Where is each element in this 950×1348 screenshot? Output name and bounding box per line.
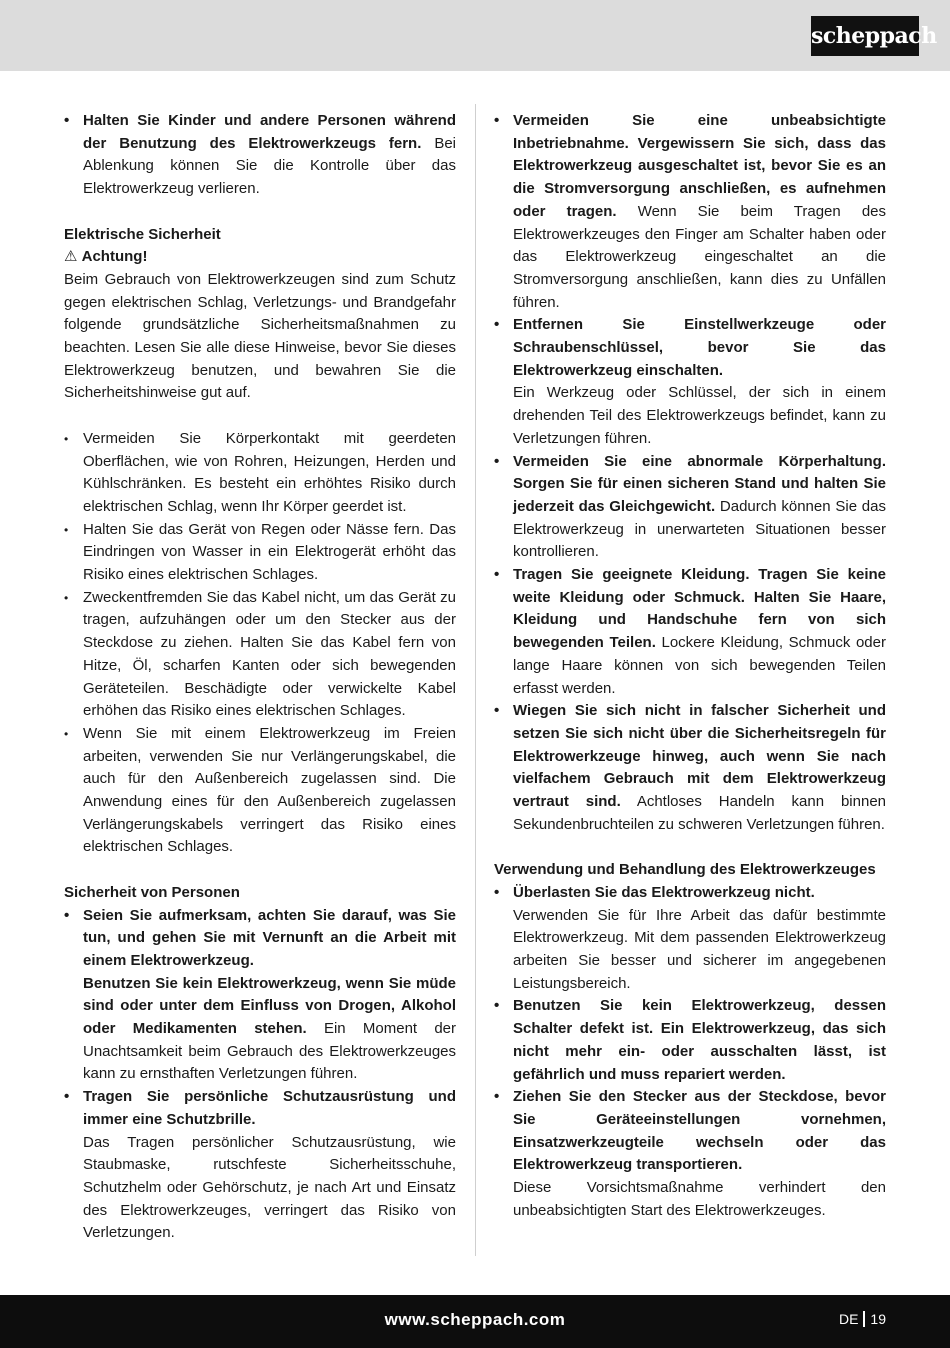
page-number-value: 19 (870, 1311, 886, 1327)
list-item (494, 564, 886, 700)
list-item (494, 700, 886, 836)
list-item (494, 451, 886, 565)
item-text: Achtloses Handeln kann binnen Sekundenbruchteilen zu schweren Verletzungen führen. (513, 793, 886, 833)
column-divider (475, 104, 476, 1256)
item-bold-text: Entfernen Sie Einstellwerkzeuge oder Schraubenschlüssel, bevor Sie das Elektrowerkzeug einschalten. (513, 316, 886, 379)
list-item: • Zweckentfremden Sie das Kabel nicht, um das Gerät zu tragen, aufzuhängen oder um den Stecker aus der Steckdose zu ziehen. Halten Sie das Kabel fern von Hitze, Öl, scharfen Kanten oder sich bewegenden Geräteteilen. Beschädigte oder verwickelte Kabel erhöhen das Risiko eines elektrischen Schlages. (64, 587, 456, 723)
item-bold-text: Wiegen Sie sich nicht in falscher Sicherheit und setzen Sie sich nicht über die Sicherheitsregeln für Elektrowerkzeuge hinweg, auch wenn Sie nach vielfachem Gebrauch mit dem Elektrowerkzeug vertraut sind. (513, 702, 886, 811)
item-bold-text: Tragen Sie persönliche Schutzausrüstung und immer eine Schutzbrille. (83, 1088, 456, 1128)
list-item (494, 995, 886, 1086)
section-heading-electrical: Elektrische Sicherheit (64, 225, 221, 243)
item-text: Das Tragen persönlicher Schutzausrüstung, wie Staubmaske, rutschfeste Sicherheitsschuhe, Schutzhelm oder Gehörschutz, je nach Art und Einsatz des Elektrowerkzeuges, verringert das Risiko von Verletzungen. (83, 1133, 456, 1242)
item-text: Dadurch können Sie das Elektrowerkzeug in unerwarteten Situationen besser kontrollieren. (513, 497, 886, 561)
electrical-intro: Beim Gebrauch von Elektrowerkzeugen sind zum Schutz gegen elektrischen Schlag, Verletzungs- und Brandgefahr folgende grundsätzliche Sicherheitsmaßnahmen zu beachten. Lesen Sie alle diese Hinweise, bevor Sie dieses Elektrowerkzeug benutzen, und bewahren Sie die Sicherheitshinweise gut auf. (64, 270, 456, 402)
warning-line (64, 246, 456, 269)
page-footer (0, 1295, 950, 1348)
item-text: Ein Werkzeug oder Schlüssel, der sich in einem drehenden Teil des Elektrowerkzeugs befindet, kann zu Verletzungen führen. (513, 384, 886, 447)
left-column (64, 110, 456, 1245)
item-text: Wenn Sie beim Tragen des Elektrowerkzeuges den Finger am Schalter haben oder das Elektrowerkzeug eingeschaltet an die Stromversorgung anschließen, kann dies zu Unfällen führen. (513, 202, 887, 311)
list-item (64, 1086, 456, 1245)
item-text: Bei Ablenkung können Sie die Kontrolle über das Elektrowerkzeug verlieren. (83, 134, 456, 198)
list-item (494, 110, 886, 314)
list-item (494, 1086, 886, 1222)
item-bold-text: Überlasten Sie das Elektrowerkzeug nicht. (513, 883, 815, 901)
section-heading-persons: Sicherheit von Personen (64, 883, 240, 901)
scheppach-logo: scheppach (811, 16, 919, 56)
item-bold-text: Tragen Sie geeignete Kleidung. Tragen Sie keine weite Kleidung oder Schmuck. Halten Sie Haare, Kleidung und Handschuhe fern von sich bewegenden Teilen. (513, 566, 886, 652)
item-text: Lockere Kleidung, Schmuck oder lange Haare können von sich bewegenden Teilen erfasst werden. (513, 634, 886, 697)
item-bold-text: Vermeiden Sie eine unbeabsichtigte Inbetriebnahme. Vergewissern Sie sich, dass das Elektrowerkzeug ausgeschaltet ist, bevor Sie es an die Stromversorgung anschließen, es aufnehmen oder tragen. (513, 112, 886, 220)
persons-list (64, 905, 456, 1246)
item-text: Ein Moment der Unachtsamkeit beim Gebrauch des Elektrowerkzeuges kann zu ernsthaften Verletzungen führen. (83, 1020, 456, 1083)
website-link[interactable]: www.scheppach.com (384, 1310, 566, 1329)
separator (863, 1311, 865, 1327)
list-item: • Halten Sie das Gerät von Regen oder Nässe fern. Das Eindringen von Wasser in ein Elektrogerät erhöht das Risiko eines elektrischen Schlages. (64, 519, 456, 587)
list-item: • Wenn Sie mit einem Elektrowerkzeug im Freien arbeiten, verwenden Sie nur Verlängerungskabel, die auch für den Außenbereich zugelassen sind. Die Anwendung eines für den Außenbereich zugelassen Verlängerungskabels verringert das Risiko eines elektrischen Schlages. (64, 723, 456, 859)
item-bold-text: Halten Sie Kinder und andere Personen während der Benutzung des Elektrowerkzeugs fern. (83, 112, 456, 152)
list-item (64, 905, 456, 1087)
language-code: DE (838, 1311, 859, 1327)
list-item (64, 110, 456, 201)
right-column (494, 110, 886, 1222)
item-bold-text: Benutzen Sie kein Elektrowerkzeug, wenn Sie müde sind oder unter dem Einfluss von Drogen, Alkohol oder Medikamenten stehen. (83, 974, 456, 1038)
list-item (494, 882, 886, 996)
usage-list (494, 882, 886, 1223)
page-number (839, 1311, 886, 1327)
persons-list-continued (494, 110, 886, 837)
item-text: Diese Vorsichtsmaßnahme verhindert den unbeabsichtigten Start des Elektrowerkzeuges. (513, 1179, 886, 1219)
list-item (494, 314, 886, 450)
warning-label: Achtung! (81, 248, 148, 266)
item-bold-text: Vermeiden Sie eine abnormale Körperhaltung. Sorgen Sie für einen sicheren Stand und halten Sie jederzeit das Gleichgewicht. (513, 452, 886, 515)
section-heading-usage: Verwendung und Behandlung des Elektrowerkzeuges (494, 861, 876, 879)
item-bold-text: Benutzen Sie kein Elektrowerkzeug, dessen Schalter defekt ist. Ein Elektrowerkzeug, das sich nicht mehr ein- oder ausschalten lässt, ist gefährlich und muss repariert werden. (513, 997, 886, 1083)
warning-icon: ⚠ (64, 248, 78, 266)
list-item: • Vermeiden Sie Körperkontakt mit geerdeten Oberflächen, wie von Rohren, Heizungen, Herden und Kühlschränken. Es besteht ein erhöhtes Risiko durch elektrischen Schlag, wenn Ihr Körper geerdet ist. (64, 428, 456, 519)
item-bold-text: Ziehen Sie den Stecker aus der Steckdose, bevor Sie Geräteeinstellungen vornehmen, Einsatzwerkzeugteile wechseln oder das Elektrowerkzeug transportieren. (513, 1088, 886, 1174)
page-header (0, 0, 950, 71)
item-text: Verwenden Sie für Ihre Arbeit das dafür bestimmte Elektrowerkzeug. Mit dem passenden Elektrowerkzeug arbeiten Sie besser und sicherer im angegebenen Leistungsbereich. (513, 906, 886, 992)
electrical-list (64, 428, 456, 859)
item-bold-text: Seien Sie aufmerksam, achten Sie darauf, was Sie tun, und gehen Sie mit Vernunft an die Arbeit mit einem Elektrowerkzeug. (83, 906, 456, 969)
